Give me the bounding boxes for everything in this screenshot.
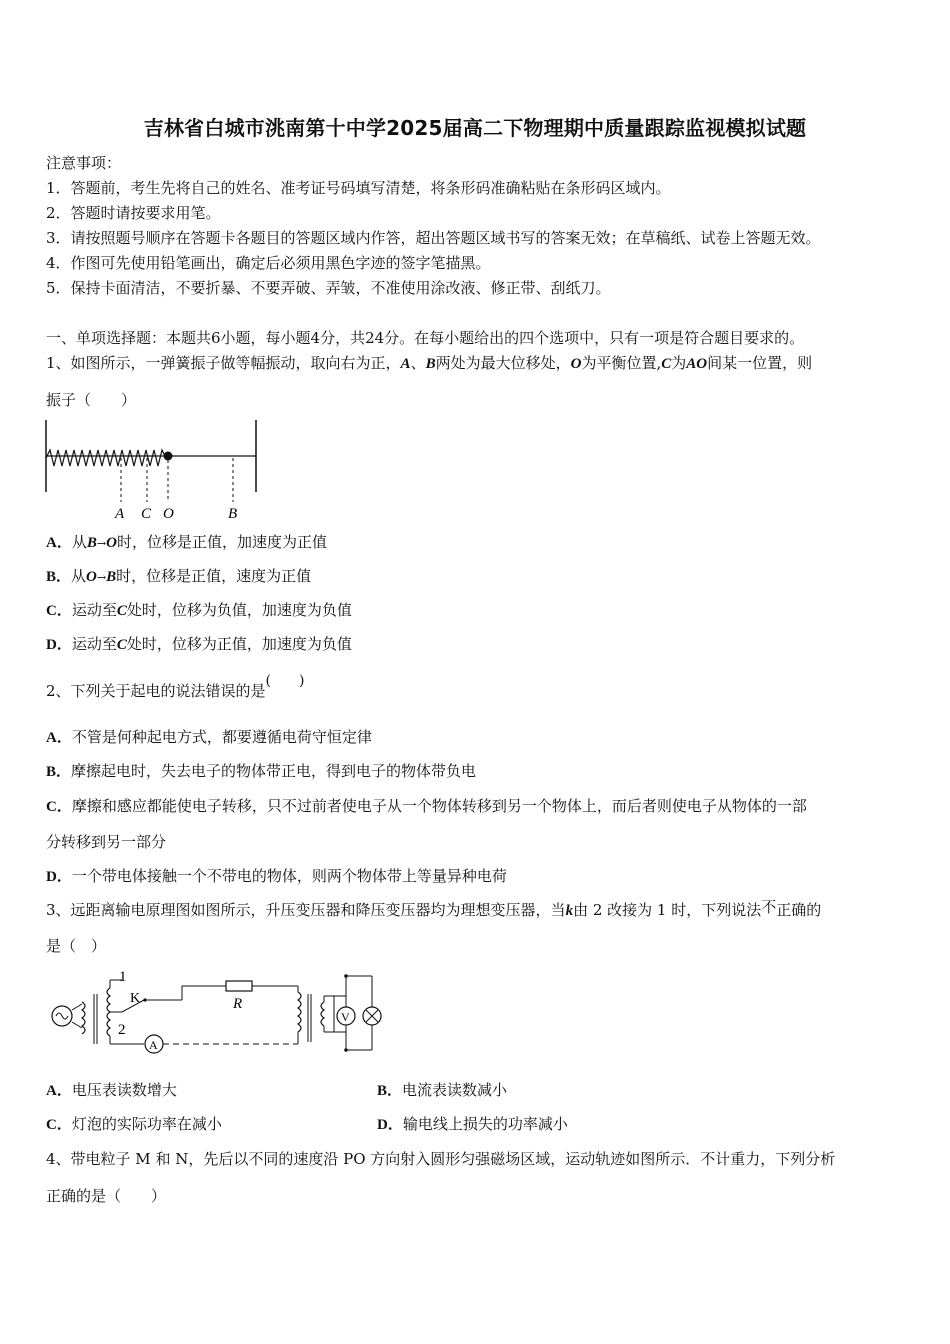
q2-option-c-cont: 分转移到另一部分	[46, 833, 167, 851]
resistor-r	[226, 981, 252, 991]
stepup-secondary-coil	[107, 988, 110, 1036]
stepdown-primary-coil	[298, 992, 301, 1032]
label-1: 1	[119, 969, 127, 985]
page-title: 吉林省白城市洮南第十中学2025届高二下物理期中质量跟踪监视模拟试题	[143, 116, 807, 140]
notice-item: 5．保持卡面清洁，不要折暴、不要弄破、弄皱，不准使用涂改液、修正带、刮纸刀。	[46, 279, 611, 297]
label-k: K	[130, 991, 141, 1006]
label-ammeter: A	[149, 1038, 158, 1052]
q3-option-a[interactable]: A．电压表读数增大	[46, 1081, 177, 1099]
q3-option-c[interactable]: C．灯泡的实际功率在减小	[46, 1115, 222, 1133]
q4-stem: 4、带电粒子 M 和 N，先后以不同的速度沿 PO 方向射入圆形匀强磁场区域，运动轨迹如图所示．不计重力，下列分析	[46, 1150, 836, 1168]
q1-option-b[interactable]: B．从O→B时，位移是正值，速度为正值	[46, 567, 312, 585]
notice-item: 3．请按照题号顺序在答题卡各题目的答题区域内作答，超出答题区域书写的答案无效；在草稿纸、试卷上答题无效。	[46, 229, 821, 247]
q4-stem-cont: 正确的是（ ）	[46, 1187, 167, 1205]
notice-item: 2．答题时请按要求用笔。	[46, 204, 221, 222]
q3-stem: 3、远距离输电原理图如图所示，升压变压器和降压变压器均为理想变压器，当k由 2 改接为 1 时，下列说法不正确的	[46, 898, 822, 919]
q1-option-a[interactable]: A．从B→O时，位移是正值，加速度为正值	[46, 533, 327, 551]
spring-coil	[46, 450, 168, 466]
q1-option-d[interactable]: D．运动至C处时，位移为正值，加速度为负值	[46, 635, 352, 653]
q1-option-c[interactable]: C．运动至C处时，位移为负值，加速度为负值	[46, 601, 352, 619]
label-r: R	[233, 996, 243, 1012]
q3-option-d[interactable]: D．输电线上损失的功率减小	[377, 1115, 568, 1133]
label-o: O	[163, 506, 174, 522]
q1-stem-cont: 振子（ ）	[46, 391, 137, 409]
label-voltmeter: V	[341, 1010, 350, 1024]
q2-option-a[interactable]: A．不管是何种起电方式，都要遵循电荷守恒定律	[46, 728, 372, 746]
q3-option-b[interactable]: B．电流表读数减小	[377, 1081, 508, 1099]
q3-stem-cont: 是（ ）	[46, 937, 107, 955]
notice-heading: 注意事项：	[46, 154, 122, 172]
q1-stem: 1、如图所示，一弹簧振子做等幅振动，取向右为正，A、B两处为最大位移处，O为平衡位置,C为AO间某一位置，则	[46, 354, 813, 372]
q2-option-b[interactable]: B．摩擦起电时，失去电子的物体带正电，得到电子的物体带负电	[46, 762, 477, 780]
q2-stem: 2、下列关于起电的说法错误的是( )	[46, 673, 305, 700]
stepdown-secondary-coil	[321, 1002, 324, 1026]
q2-option-d[interactable]: D．一个带电体接触一个不带电的物体，则两个物体带上等量异种电荷	[46, 867, 507, 885]
q2-option-c[interactable]: C．摩擦和感应都能使电子转移，只不过前者使电子从一个物体转移到另一个物体上，而后者则使电子从物体的一部	[46, 797, 807, 815]
label-b: B	[228, 506, 238, 522]
transmission-circuit-figure	[46, 966, 391, 1060]
oscillator-ball	[164, 452, 173, 461]
section-heading: 一、单项选择题：本题共6小题，每小题4分，共24分。在每小题给出的四个选项中，只有一项是符合题目要求的。	[46, 329, 805, 347]
notice-item: 4．作图可先使用铅笔画出，确定后必须用黑色字迹的签字笔描黑。	[46, 254, 491, 272]
label-c: C	[141, 506, 152, 522]
label-a: A	[115, 506, 125, 522]
label-2: 2	[118, 1022, 126, 1038]
spring-oscillator-figure	[40, 418, 270, 524]
notice-item: 1．答题前，考生先将自己的姓名、准考证号码填写清楚，将条形码准确粘贴在条形码区域内。	[46, 179, 671, 197]
stepup-primary-coil	[82, 1002, 85, 1034]
